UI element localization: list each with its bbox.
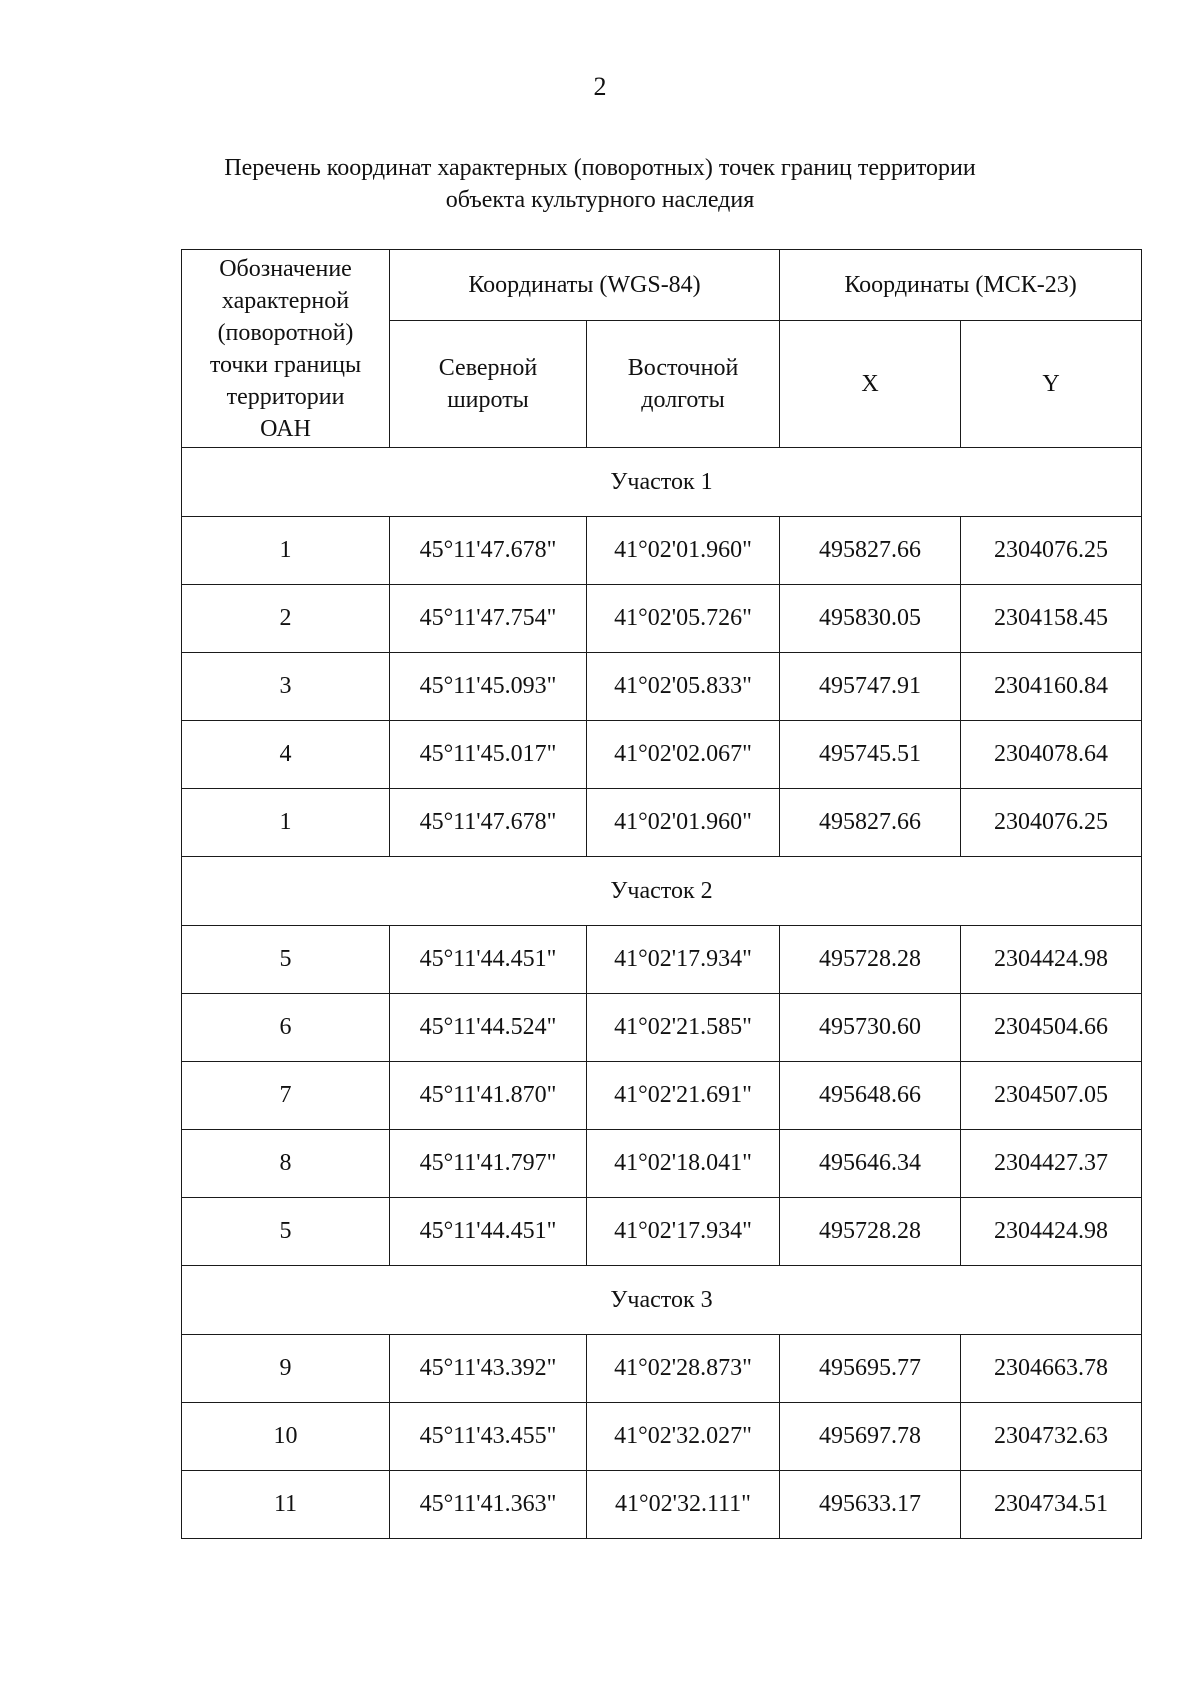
cell-north-latitude: 45°11'45.017"	[390, 721, 587, 789]
cell-x: 495827.66	[780, 517, 961, 585]
coordinates-table	[181, 249, 1142, 1539]
cell-point: 8	[182, 1130, 390, 1198]
header-east-line: долготы	[641, 387, 725, 413]
cell-y: 2304424.98	[961, 1198, 1142, 1266]
cell-east-longitude: 41°02'21.585"	[587, 994, 780, 1062]
cell-east-longitude: 41°02'05.833"	[587, 653, 780, 721]
section-title: Участок 2	[182, 857, 1142, 926]
cell-x: 495830.05	[780, 585, 961, 653]
cell-north-latitude: 45°11'44.524"	[390, 994, 587, 1062]
cell-y: 2304076.25	[961, 517, 1142, 585]
header-msk23-group: Координаты (МСК-23)	[780, 250, 1142, 321]
cell-x: 495646.34	[780, 1130, 961, 1198]
cell-y: 2304158.45	[961, 585, 1142, 653]
header-designation-line: Обозначение	[219, 255, 352, 282]
cell-north-latitude: 45°11'41.363"	[390, 1471, 587, 1539]
cell-point: 9	[182, 1335, 390, 1403]
section-title: Участок 1	[182, 448, 1142, 517]
cell-x: 495648.66	[780, 1062, 961, 1130]
cell-north-latitude: 45°11'43.392"	[390, 1335, 587, 1403]
header-designation-line: ОАН	[260, 415, 311, 442]
cell-north-latitude: 45°11'47.678"	[390, 789, 587, 857]
cell-north-latitude: 45°11'41.797"	[390, 1130, 587, 1198]
section-row	[182, 1266, 1142, 1335]
page-number: 2	[593, 72, 607, 101]
cell-point: 6	[182, 994, 390, 1062]
table-row	[182, 994, 1142, 1062]
cell-y: 2304076.25	[961, 789, 1142, 857]
cell-y: 2304078.64	[961, 721, 1142, 789]
table-row	[182, 1403, 1142, 1471]
cell-x: 495745.51	[780, 721, 961, 789]
cell-east-longitude: 41°02'32.027"	[587, 1403, 780, 1471]
header-north-line: Северной	[438, 355, 538, 381]
cell-east-longitude: 41°02'32.111"	[587, 1471, 780, 1539]
cell-y: 2304734.51	[961, 1471, 1142, 1539]
cell-east-longitude: 41°02'01.960"	[587, 517, 780, 585]
header-east-line: Восточной	[627, 355, 739, 381]
cell-point: 10	[182, 1403, 390, 1471]
header-wgs84-group: Координаты (WGS-84)	[390, 250, 780, 321]
header-east-longitude	[587, 321, 780, 448]
header-north-line: широты	[447, 387, 529, 413]
table-header-row	[182, 250, 1142, 321]
cell-north-latitude: 45°11'44.451"	[390, 1198, 587, 1266]
cell-x: 495695.77	[780, 1335, 961, 1403]
cell-y: 2304504.66	[961, 994, 1142, 1062]
table-row	[182, 1335, 1142, 1403]
header-designation-line: точки границы	[209, 351, 362, 378]
table-row	[182, 1198, 1142, 1266]
cell-point: 5	[182, 926, 390, 994]
cell-point: 4	[182, 721, 390, 789]
cell-point: 2	[182, 585, 390, 653]
section-row	[182, 857, 1142, 926]
document-title-line-1: Перечень координат характерных (поворотных) точек границ территории	[224, 155, 976, 181]
table-row	[182, 1062, 1142, 1130]
cell-east-longitude: 41°02'18.041"	[587, 1130, 780, 1198]
cell-east-longitude: 41°02'01.960"	[587, 789, 780, 857]
cell-east-longitude: 41°02'05.726"	[587, 585, 780, 653]
document-title-line-2: объекта культурного наследия	[445, 187, 755, 213]
cell-point: 3	[182, 653, 390, 721]
cell-point: 7	[182, 1062, 390, 1130]
cell-point: 1	[182, 517, 390, 585]
coordinates-table-body	[182, 250, 1142, 1539]
table-row	[182, 1130, 1142, 1198]
cell-x: 495728.28	[780, 926, 961, 994]
cell-y: 2304507.05	[961, 1062, 1142, 1130]
cell-point: 11	[182, 1471, 390, 1539]
header-x: X	[780, 321, 961, 448]
cell-y: 2304424.98	[961, 926, 1142, 994]
cell-x: 495827.66	[780, 789, 961, 857]
table-row	[182, 926, 1142, 994]
cell-y: 2304160.84	[961, 653, 1142, 721]
table-row	[182, 789, 1142, 857]
header-designation-line: (поворотной)	[217, 319, 354, 346]
cell-east-longitude: 41°02'17.934"	[587, 926, 780, 994]
cell-y: 2304427.37	[961, 1130, 1142, 1198]
table-row	[182, 653, 1142, 721]
header-y: Y	[961, 321, 1142, 448]
cell-x: 495747.91	[780, 653, 961, 721]
cell-north-latitude: 45°11'45.093"	[390, 653, 587, 721]
header-point-designation	[182, 250, 390, 448]
cell-east-longitude: 41°02'17.934"	[587, 1198, 780, 1266]
cell-north-latitude: 45°11'43.455"	[390, 1403, 587, 1471]
cell-x: 495633.17	[780, 1471, 961, 1539]
header-north-latitude	[390, 321, 587, 448]
header-designation-line: территории	[226, 383, 345, 410]
cell-north-latitude: 45°11'47.754"	[390, 585, 587, 653]
table-row	[182, 517, 1142, 585]
cell-east-longitude: 41°02'28.873"	[587, 1335, 780, 1403]
section-row	[182, 448, 1142, 517]
table-row	[182, 1471, 1142, 1539]
cell-north-latitude: 45°11'44.451"	[390, 926, 587, 994]
header-designation-line: характерной	[221, 287, 350, 314]
cell-x: 495697.78	[780, 1403, 961, 1471]
cell-point: 1	[182, 789, 390, 857]
document-title	[150, 152, 1050, 216]
cell-north-latitude: 45°11'41.870"	[390, 1062, 587, 1130]
table-row	[182, 721, 1142, 789]
cell-x: 495728.28	[780, 1198, 961, 1266]
cell-x: 495730.60	[780, 994, 961, 1062]
cell-y: 2304663.78	[961, 1335, 1142, 1403]
section-title: Участок 3	[182, 1266, 1142, 1335]
table-row	[182, 585, 1142, 653]
cell-y: 2304732.63	[961, 1403, 1142, 1471]
cell-east-longitude: 41°02'21.691"	[587, 1062, 780, 1130]
cell-point: 5	[182, 1198, 390, 1266]
cell-east-longitude: 41°02'02.067"	[587, 721, 780, 789]
cell-north-latitude: 45°11'47.678"	[390, 517, 587, 585]
